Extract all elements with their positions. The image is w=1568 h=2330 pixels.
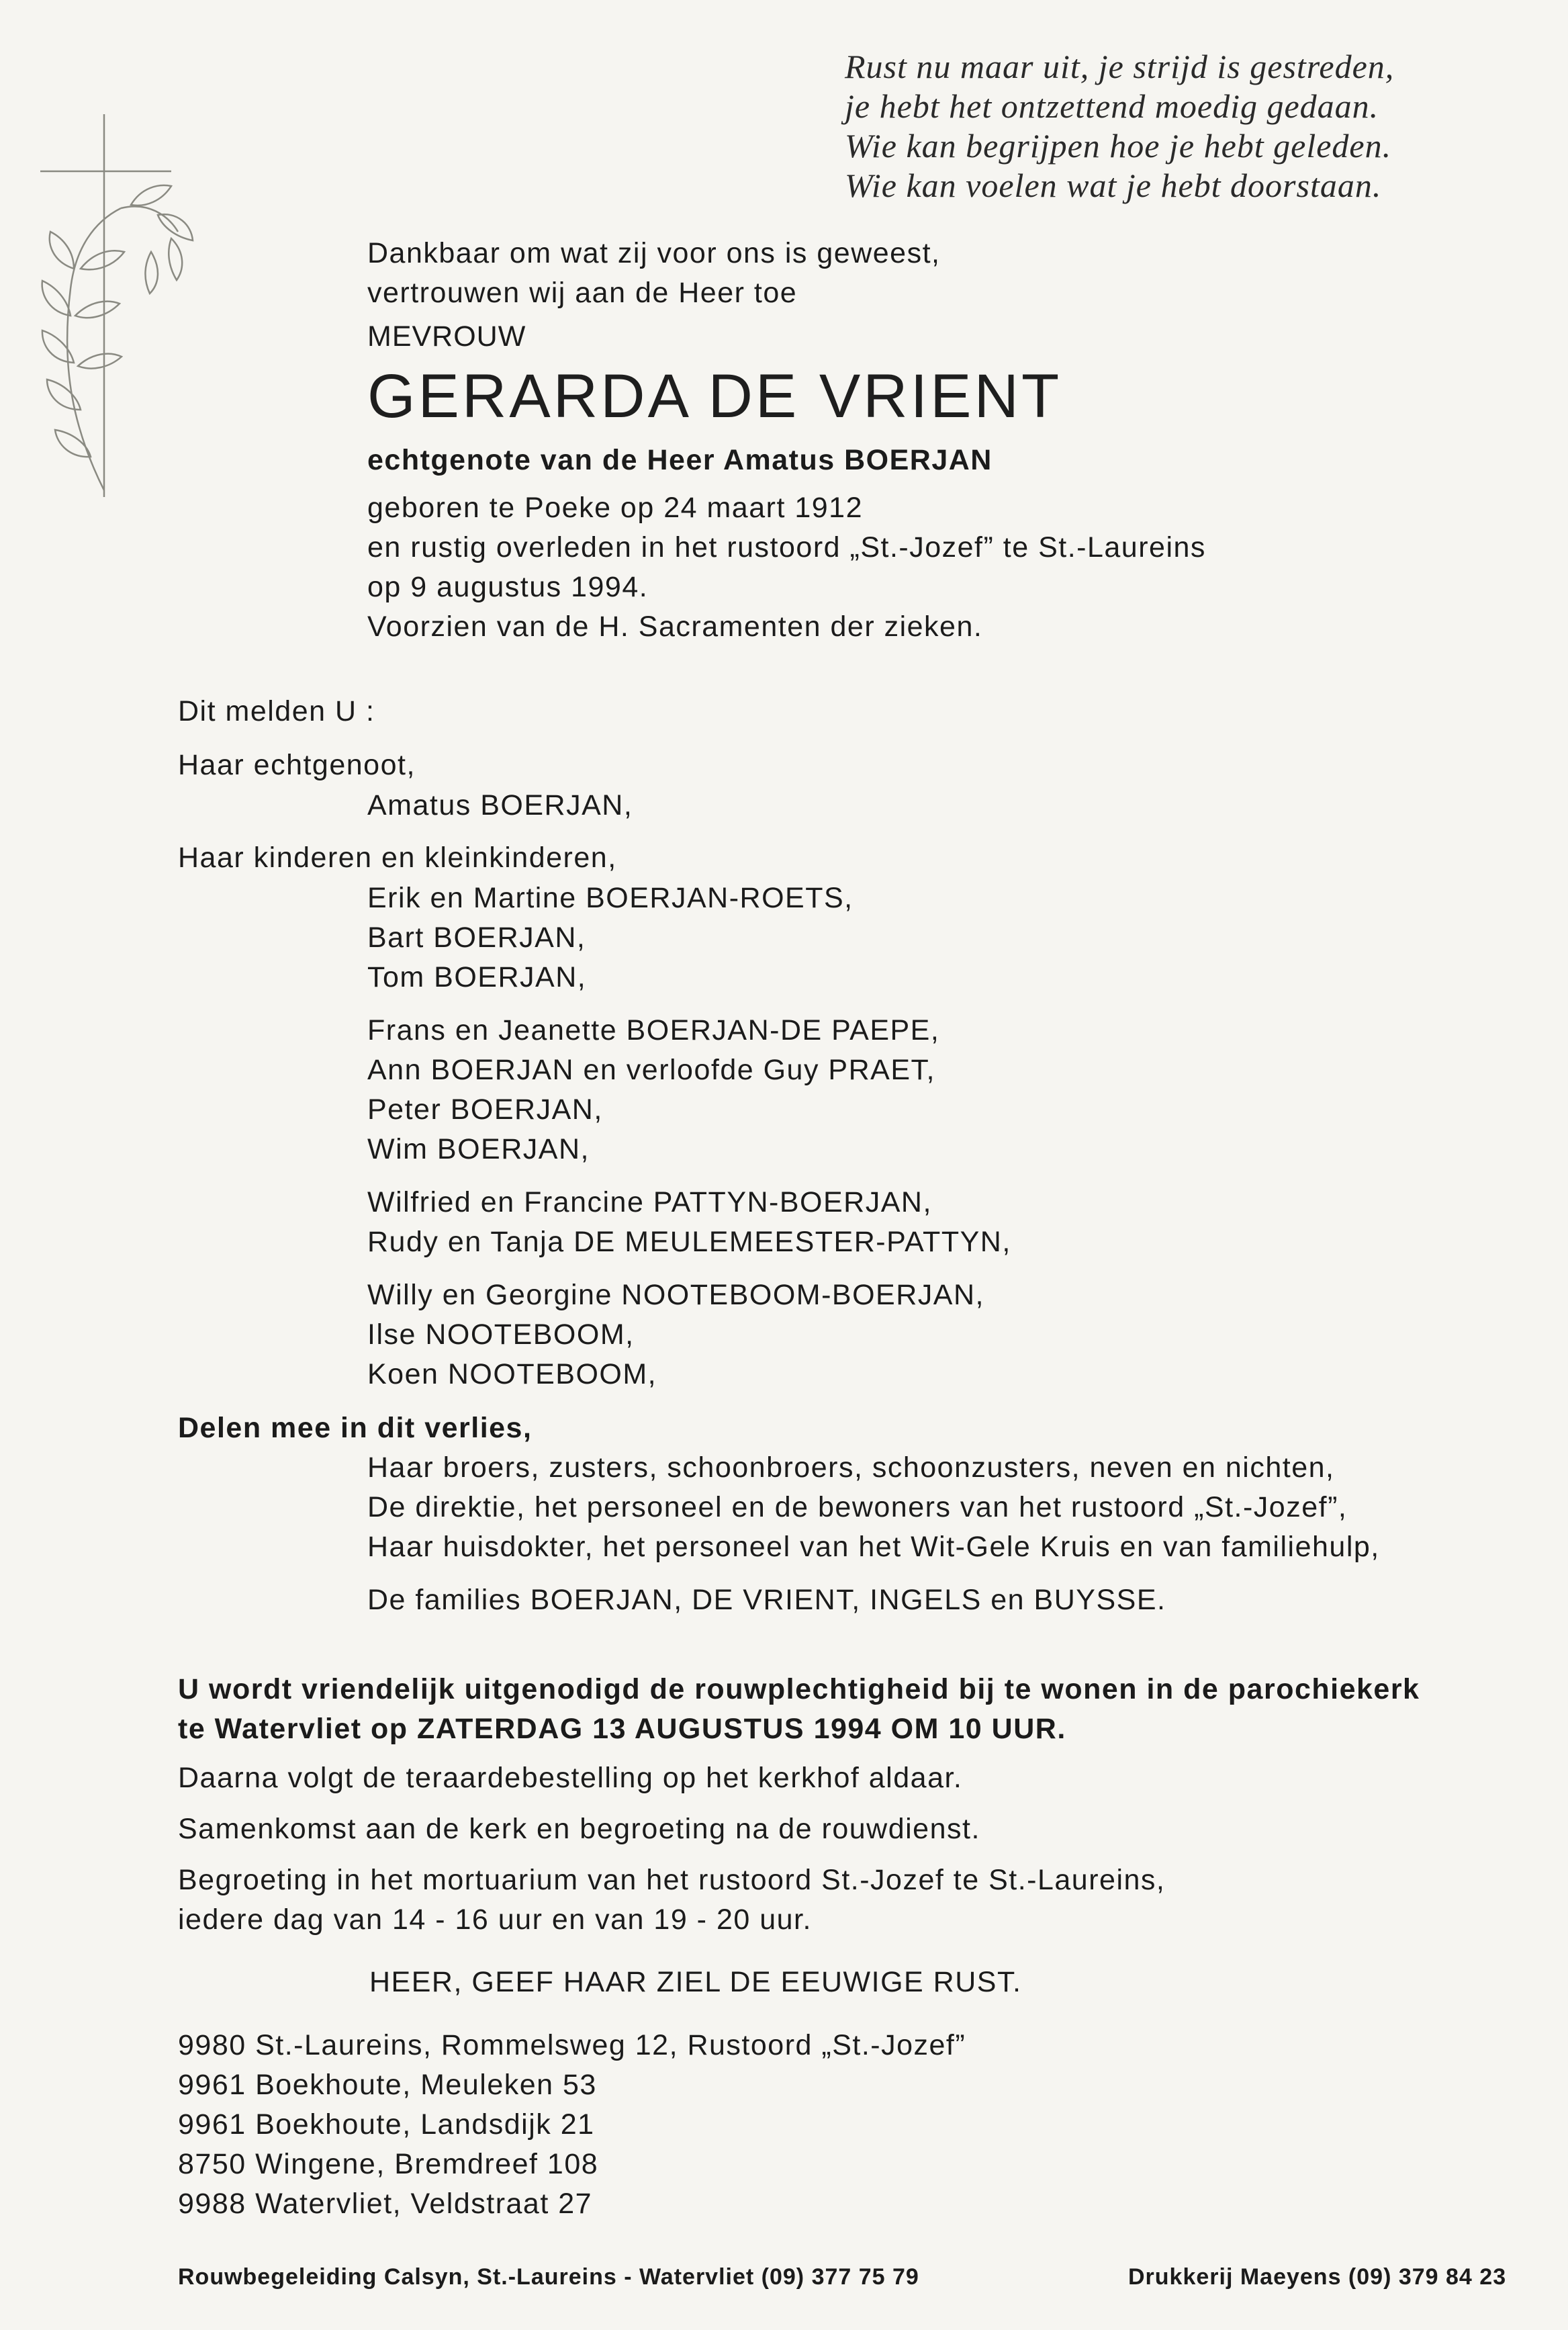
bio-line: en rustig overleden in het rustoord „St.-Jozef” te St.-Laureins: [367, 531, 1206, 564]
husband-name: Amatus BOERJAN,: [367, 789, 633, 821]
address-line: 9988 Watervliet, Veldstraat 27: [178, 2188, 593, 2220]
address-line: 8750 Wingene, Bremdreef 108: [178, 2148, 599, 2180]
share-line: De direktie, het personeel en de bewoners van het rustoord „St.-Jozef”,: [367, 1491, 1348, 1523]
family-member: Rudy en Tanja DE MEULEMEESTER-PATTYN,: [367, 1226, 1011, 1258]
address-line: 9980 St.-Laureins, Rommelsweg 12, Rustoord „St.-Jozef”: [178, 2029, 966, 2061]
poem-line: je hebt het ontzettend moedig gedaan.: [845, 87, 1379, 125]
families-line: De families BOERJAN, DE VRIENT, INGELS en BUYSSE.: [367, 1584, 1166, 1616]
visit-line: Begroeting in het mortuarium van het rustoord St.-Jozef te St.-Laureins,: [178, 1864, 1166, 1896]
prayer-line: HEER, GEEF HAAR ZIEL DE EEUWIGE RUST.: [369, 1966, 1022, 1998]
family-member: Erik en Martine BOERJAN-ROETS,: [367, 882, 854, 914]
invite-line: te Watervliet op ZATERDAG 13 AUGUSTUS 1994 OM 10 UUR.: [178, 1713, 1066, 1745]
visit-line: iedere dag van 14 - 16 uur en van 19 - 20 uur.: [178, 1903, 812, 1936]
footer-left: Rouwbegeleiding Calsyn, St.-Laureins - Watervliet (09) 377 75 79: [178, 2264, 919, 2290]
family-member: Wilfried en Francine PATTYN-BOERJAN,: [367, 1186, 932, 1218]
poem-line: Wie kan voelen wat je hebt doorstaan.: [845, 167, 1382, 204]
family-member: Bart BOERJAN,: [367, 922, 586, 954]
family-member: Ilse NOOTEBOOM,: [367, 1318, 635, 1351]
intro-line: vertrouwen wij aan de Heer toe: [367, 277, 798, 309]
family-member: Ann BOERJAN en verloofde Guy PRAET,: [367, 1054, 935, 1086]
family-member: Tom BOERJAN,: [367, 961, 587, 993]
spouse-line: echtgenote van de Heer Amatus BOERJAN: [367, 444, 993, 476]
intro-line: Dankbaar om wat zij voor ons is geweest,: [367, 237, 941, 269]
address-line: 9961 Boekhoute, Meuleken 53: [178, 2069, 597, 2101]
footer-right: Drukkerij Maeyens (09) 379 84 23: [1128, 2264, 1507, 2290]
address-line: 9961 Boekhoute, Landsdijk 21: [178, 2108, 595, 2141]
bio-line: geboren te Poeke op 24 maart 1912: [367, 492, 864, 524]
children-label: Haar kinderen en kleinkinderen,: [178, 842, 617, 874]
gathering-line: Samenkomst aan de kerk en begroeting na de rouwdienst.: [178, 1813, 980, 1845]
family-member: Peter BOERJAN,: [367, 1093, 603, 1126]
bio-line: Voorzien van de H. Sacramenten der zieken.: [367, 611, 983, 643]
family-member: Willy en Georgine NOOTEBOOM-BOERJAN,: [367, 1279, 984, 1311]
family-member: Koen NOOTEBOOM,: [367, 1358, 657, 1390]
poem-line: Rust nu maar uit, je strijd is gestreden,: [845, 48, 1395, 85]
poem: [845, 47, 1394, 206]
family-member: Frans en Jeanette BOERJAN-DE PAEPE,: [367, 1014, 940, 1046]
burial-line: Daarna volgt de teraardebestelling op het kerkhof aldaar.: [178, 1762, 963, 1794]
share-line: Haar huisdokter, het personeel van het Wit-Gele Kruis en van familiehulp,: [367, 1531, 1380, 1563]
husband-label: Haar echtgenoot,: [178, 749, 416, 781]
title: MEVROUW: [367, 320, 526, 353]
deceased-name: GERARDA DE VRIENT: [367, 362, 1062, 431]
poem-line: Wie kan begrijpen hoe je hebt geleden.: [845, 127, 1392, 165]
invite-line: U wordt vriendelijk uitgenodigd de rouwplechtigheid bij te wonen in de parochiekerk: [178, 1673, 1420, 1705]
cross-olive-branch-icon: [34, 114, 208, 504]
family-member: Wim BOERJAN,: [367, 1133, 590, 1165]
share-label: Delen mee in dit verlies,: [178, 1412, 533, 1444]
share-line: Haar broers, zusters, schoonbroers, schoonzusters, neven en nichten,: [367, 1451, 1335, 1484]
announce: Dit melden U :: [178, 695, 375, 727]
bio-line: op 9 augustus 1994.: [367, 571, 649, 603]
